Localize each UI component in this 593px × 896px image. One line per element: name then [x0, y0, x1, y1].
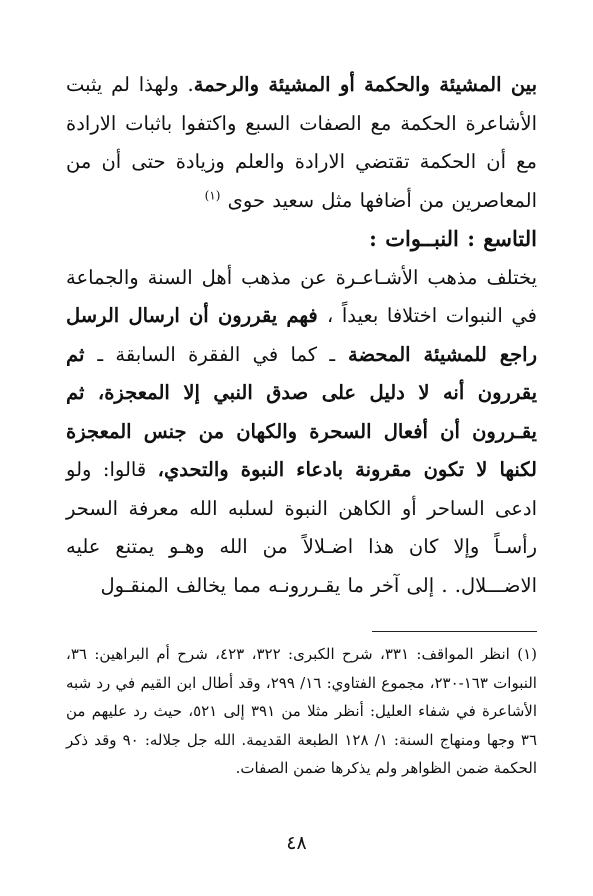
paragraph-1-rest: . ولهذا لم يثبت الأشاعرة الحكمة مع الصفات السبع واكتفوا باثبات الارادة مع أن الحكمة تقتضي الارادة والعلم وزيادة حتى أن من المعاصرين من أضافها مثل سعيد حوى: [66, 73, 537, 212]
paragraph-2-mid: ـ كما في الفقرة السابقة ـ: [97, 342, 336, 366]
paragraph-1: [66, 66, 537, 220]
paragraph-2: [66, 259, 537, 606]
section-heading: التاسع : النبــوات :: [369, 226, 537, 251]
paragraph-2-bold-1: فهم يقررون أن ارسال الرسل راجع للمشيئة المحضة: [66, 304, 537, 366]
footnote-separator: [372, 631, 537, 632]
paragraph-2-intro: يختلف مذهب الأشـاعـرة عن مذهب أهل السنة والجماعة في النبوات اختلافا بعيداً ،: [66, 265, 538, 327]
page-number: ٤٨: [286, 832, 307, 854]
footnote: (١) انظر المواقف: ٣٣١، شرح الكبرى: ٣٢٢، ٤٢٣، شرح أم البراهين: ٣٦، النبوات ١٦٣-٢٣٠، مجموع الفتاوي: ١٦/ ٢٩٩، وقد أطال ابن القيم في رد شبه الأشاعرة في شفاء العليل: أنظر مثلا من ٣٩١ إلى ٥٢١، حيث رد عليهم من ٣٦ وجها ومنهاج السنة: ١/ ١٢٨ الطبعة القديمة. الله جل جلاله: ٩٠ وقد ذكر الحكمة ضمن الظواهر ولم يذكرها ضمن الصفات.: [66, 645, 538, 777]
footnote-reference: (١): [204, 188, 221, 202]
paragraph-2-bold-2: ثم يقررون أنه لا دليل على صدق النبي إلا المعجزة، ثم يقـررون أن أفعال السحرة والكهان من جنس المعجزة لكنها لا تكون مقرونة بادعاء النبوة والتحدي،: [66, 342, 537, 481]
paragraph-2-rest: قالوا: ولو ادعى الساحر أو الكاهن النبوة لسلبه الله معرفة السحر رأسـاً وإلا كان هذا اضـلالاً من الله وهـو يمتنع عليه الاضـــلال. . إلى آخر ما يقـررونـه مما يخالف المنقـول: [66, 458, 537, 597]
main-text: [66, 66, 537, 605]
paragraph-1-bold: بين المشيئة والحكمة أو المشيئة والرحمة: [193, 73, 537, 96]
